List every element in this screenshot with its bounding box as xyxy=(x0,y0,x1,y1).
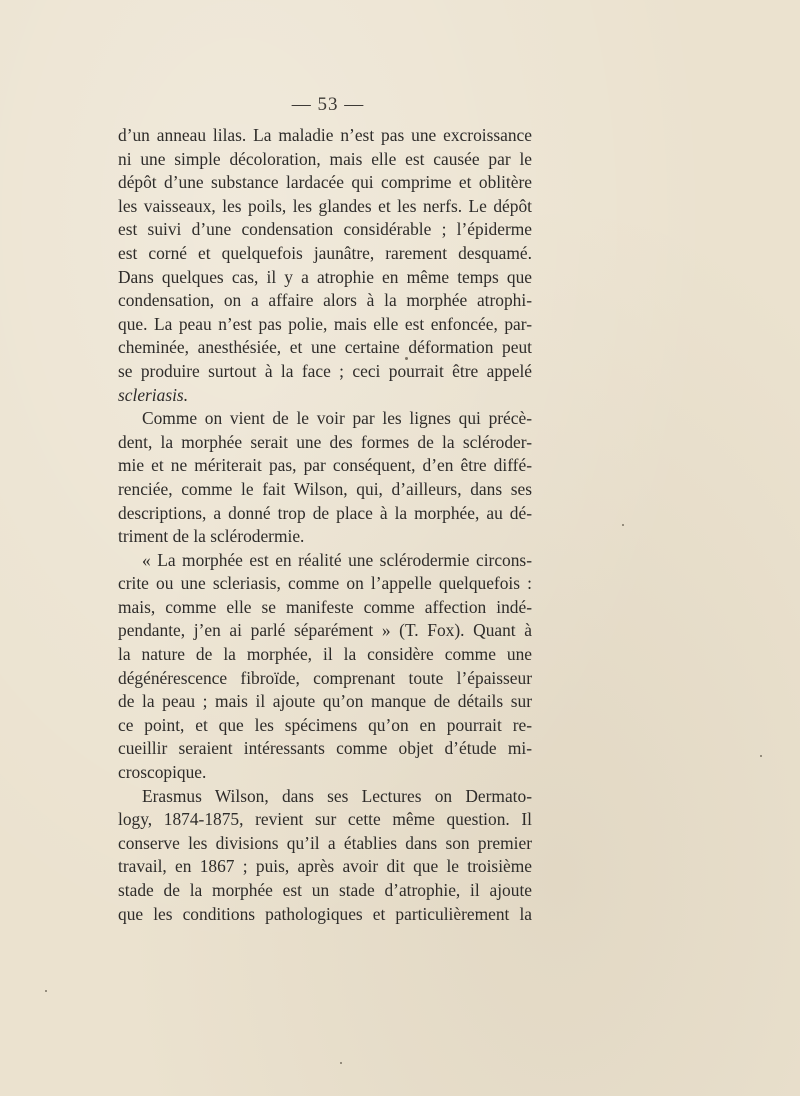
text-line: condensation, on a affaire alors à la morphée atrophi- xyxy=(118,290,532,311)
text-line: est corné et quelquefois jaunâtre, rarement desquamé. xyxy=(118,242,532,263)
paper-speck xyxy=(760,755,762,757)
paper-speck xyxy=(340,1062,342,1064)
text-line: mie et ne mériterait pas, par conséquent, d’en être diffé- xyxy=(118,455,532,476)
text-line: Erasmus Wilson, dans ses Lectures on Dermato- xyxy=(142,785,532,806)
text-line: mais, comme elle se manifeste comme affection indé- xyxy=(118,596,532,617)
paper-speck xyxy=(45,990,47,992)
page-number: — 53 — xyxy=(291,94,365,115)
text-line: dégénérescence fibroïde, comprenant toute l’épaisseur xyxy=(118,667,532,688)
text-line: que les conditions pathologiques et particulièrement la xyxy=(118,903,532,924)
text-line: travail, en 1867 ; puis, après avoir dit que le troisième xyxy=(118,856,532,877)
text-line: scleriasis. xyxy=(118,384,189,405)
paper-speck xyxy=(622,524,624,526)
text-line: la nature de la morphée, il la considère comme une xyxy=(118,644,532,665)
paper-speck xyxy=(405,357,408,360)
text-line: les vaisseaux, les poils, les glandes et les nerfs. Le dépôt xyxy=(118,195,532,216)
text-line: dent, la morphée serait une des formes de la scléroder- xyxy=(118,431,532,452)
text-line: « La morphée est en réalité une sclérodermie circons- xyxy=(142,549,532,570)
text-line: dépôt d’une substance lardacée qui comprime et oblitère xyxy=(118,172,532,193)
text-line: triment de la sclérodermie. xyxy=(118,526,305,547)
text-line: que. La peau n’est pas polie, mais elle est enfoncée, par- xyxy=(118,313,532,334)
text-line: est suivi d’une condensation considérable ; l’épiderme xyxy=(118,219,532,240)
text-line: Dans quelques cas, il y a atrophie en même temps que xyxy=(118,266,532,287)
text-line: renciée, comme le fait Wilson, qui, d’ailleurs, dans ses xyxy=(118,478,532,499)
body-text xyxy=(118,124,532,926)
text-line: de la peau ; mais il ajoute qu’on manque de détails sur xyxy=(118,691,532,712)
text-line: ni une simple décoloration, mais elle est causée par le xyxy=(118,148,532,169)
text-line: stade de la morphée est un stade d’atrophie, il ajoute xyxy=(118,880,532,900)
text-line: pendante, j’en ai parlé séparément » (T. Fox). Quant à xyxy=(118,620,532,641)
text-line: Comme on vient de le voir par les lignes qui précè- xyxy=(142,408,532,429)
text-line: se produire surtout à la face ; ceci pourrait être appelé xyxy=(118,360,532,381)
text-line: ce point, et que les spécimens qu’on en pourrait re- xyxy=(118,714,532,735)
text-line: d’un anneau lilas. La maladie n’est pas une excroissance xyxy=(118,125,532,145)
text-line: conserve les divisions qu’il a établies dans son premier xyxy=(118,832,532,853)
text-line: logy, 1874-1875, revient sur cette même question. Il xyxy=(118,809,532,830)
text-line: descriptions, a donné trop de place à la morphée, au dé- xyxy=(118,502,532,523)
text-line: cheminée, anesthésiée, et une certaine déformation peut xyxy=(118,337,532,358)
text-line: crite ou une scleriasis, comme on l’appelle quelquefois : xyxy=(118,573,532,594)
text-line: cueillir seraient intéressants comme objet d’étude mi- xyxy=(118,738,532,759)
text-line: croscopique. xyxy=(118,762,207,783)
